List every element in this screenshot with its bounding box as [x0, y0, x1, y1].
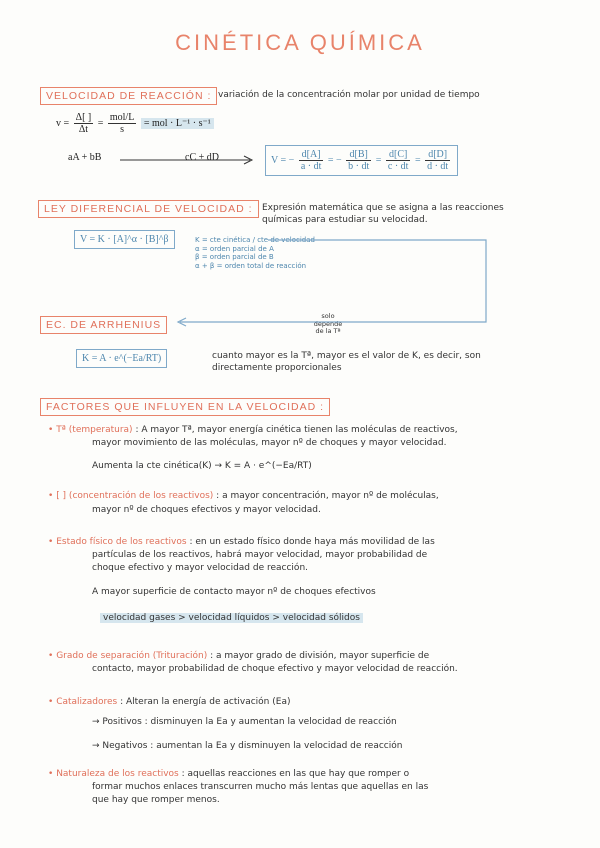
catalizadores-negativos: → Negativos : aumentan la Ea y disminuyen la velocidad de reacción [92, 741, 403, 751]
factor-estado-ordering: velocidad gases > velocidad líquidos > velocidad sólidos [100, 612, 363, 625]
factor-temperatura-extra: Aumenta la cte cinética(K) → K = A · e^(−Ea/RT) [92, 461, 312, 471]
factor-grado-line2: contacto, mayor probabilidad de choque efectivo y mayor velocidad de reacción. [92, 664, 458, 674]
definition-velocidad: variación de la concentración molar por unidad de tiempo [218, 90, 480, 100]
reaction-right: cC + dD [185, 152, 219, 163]
rate-law-legend: K = cte cinética / cte de velocidad α = orden parcial de A β = orden parcial de B α + β = orden total de reacción [195, 236, 315, 270]
arrhenius-text-line1: cuanto mayor es la Tª, mayor es el valor de K, es decir, son [212, 351, 481, 361]
page-title: CINÉTICA QUÍMICA [175, 30, 425, 55]
factor-concentracion-line2: mayor nº de choques efectivos y mayor velocidad. [92, 505, 321, 515]
factor-estado-extra: A mayor superficie de contacto mayor nº de choques efectivos [92, 587, 376, 597]
factor-grado-separacion: • Grado de separación (Trituración) : a mayor grado de división, mayor superficie de [48, 651, 430, 661]
arrhenius-box: K = A · e^(−Ea/RT) [76, 349, 167, 368]
factor-estado-line2: partículas de los reactivos, habrá mayor velocidad, mayor probabilidad de [92, 550, 428, 560]
rate-law-box: V = K · [A]^α · [B]^β [74, 230, 175, 249]
rate-expression-box: V = − $\frac{d[A]}{a \cdot dt}$ = − $\frac{d[B]}{b \cdot dt}$ = $\frac{d[C]}{c \cdot dt}$ = $\frac{d[D]}{d \cdot dt}$ [265, 145, 458, 176]
factor-estado-line3: choque efectivo y mayor velocidad de reacción. [92, 563, 309, 573]
units-highlight: = mol · L⁻¹ · s⁻¹ [141, 118, 214, 129]
reaction-left: aA + bB [68, 152, 102, 163]
heading-ley-diferencial: LEY DIFERENCIAL DE VELOCIDAD : [38, 200, 259, 218]
factor-naturaleza: • Naturaleza de los reactivos : aquellas reacciones en las que hay que romper o [48, 769, 410, 779]
factor-temperatura-line2: mayor movimiento de las moléculas, mayor nº de choques y mayor velocidad. [92, 438, 447, 448]
arrhenius-text-line2: directamente proporcionales [212, 363, 342, 373]
factor-temperatura: • Tª (temperatura) : A mayor Tª, mayor energía cinética tienen las moléculas de reactivos, [48, 425, 458, 435]
heading-velocidad-reaccion: VELOCIDAD DE REACCIÓN : [40, 87, 217, 105]
factor-catalizadores: • Catalizadores : Alteran la energía de activación (Ea) [48, 697, 291, 707]
factor-naturaleza-line3: que hay que romper menos. [92, 795, 220, 805]
factor-naturaleza-line2: formar muchos enlaces transcurren mucho más lentas que aquellas en las [92, 782, 429, 792]
catalizadores-positivos: → Positivos : disminuyen la Ea y aumentan la velocidad de reacción [92, 717, 397, 727]
velocity-formula: v = $\frac{\Delta[ ]}{\Delta t}$ = $\frac{\text{mol/L}}{s}$ = mol · L⁻¹ · s⁻¹ [56, 112, 214, 135]
heading-arrhenius: EC. DE ARRHENIUS [40, 316, 167, 334]
heading-factores: FACTORES QUE INFLUYEN EN LA VELOCIDAD : [40, 398, 330, 416]
factor-concentracion: • [ ] (concentración de los reactivos) : a mayor concentración, mayor nº de moléculas, [48, 491, 439, 501]
definition-ley-line1: Expresión matemática que se asigna a las reacciones [262, 203, 504, 213]
definition-ley-line2: químicas para estudiar su velocidad. [262, 215, 428, 225]
arrow-note: solo depende de la Tª [313, 312, 343, 335]
factor-estado-fisico: • Estado físico de los reactivos : en un estado físico donde haya más movilidad de las [48, 537, 435, 547]
